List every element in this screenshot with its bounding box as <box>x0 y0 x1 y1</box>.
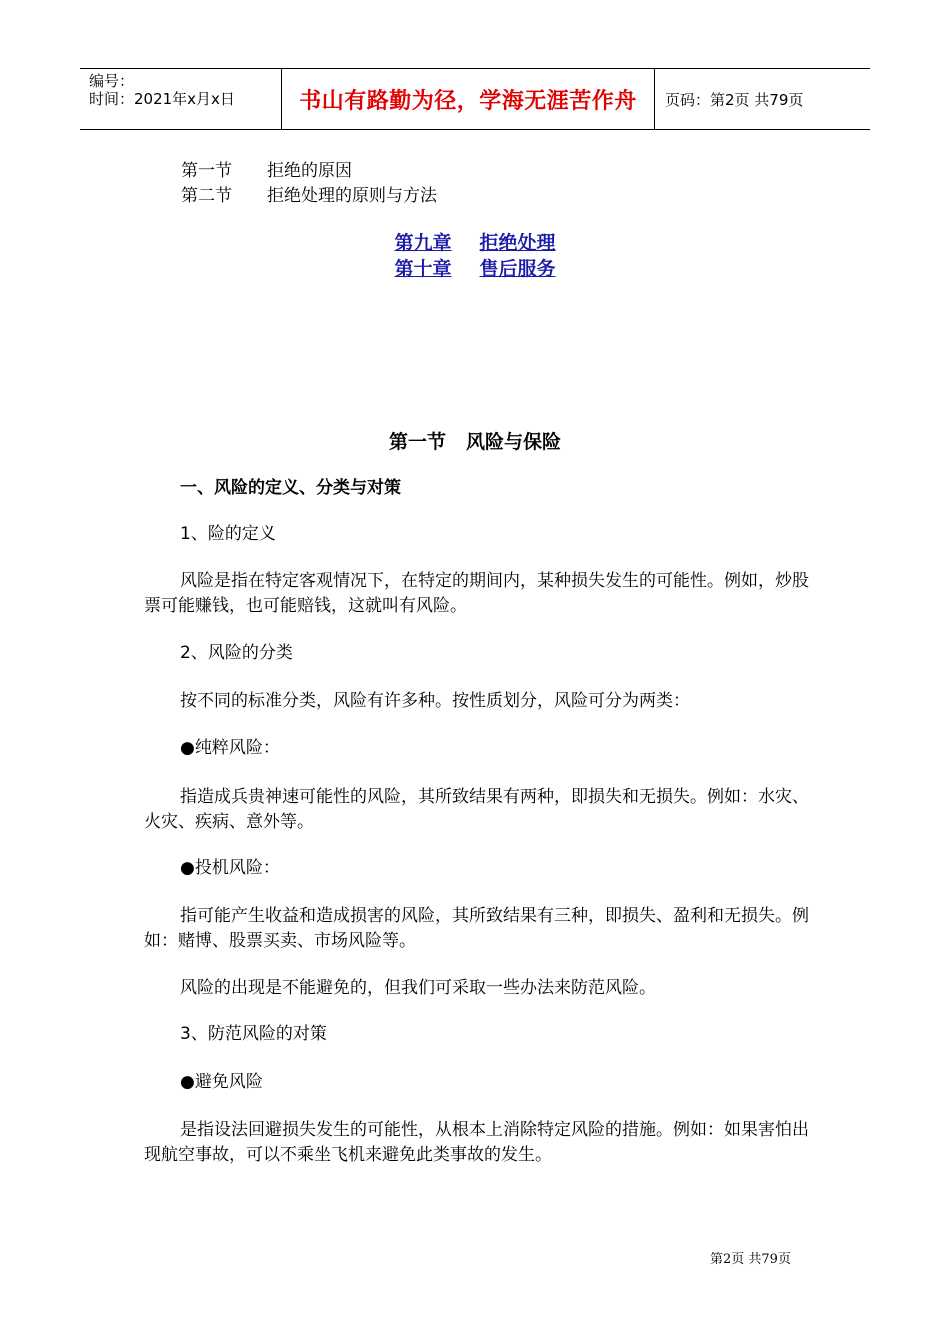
chapter-link-number: 第九章 <box>394 232 452 254</box>
paragraph-avoid-risk: 是指设法回避损失发生的可能性，从根本上消除特定风险的措施。例如：如果害怕出现航空事故，可以不乘坐飞机来避免此类事故的发生。 <box>144 1120 809 1165</box>
subheading-countermeasures: 3、防范风险的对策 <box>180 1024 327 1044</box>
time-label: 时间：2021年x月x日 <box>89 90 235 108</box>
page-footer: 第2页 共79页 <box>710 1252 791 1267</box>
section-title-text: 风险与保险 <box>466 431 562 453</box>
header-meta-cell <box>80 69 282 129</box>
section-title <box>0 427 950 454</box>
toc-item-text: 拒绝的原因 <box>267 161 352 181</box>
bullet-avoid-risk: ●避免风险 <box>180 1072 263 1092</box>
toc-item-number: 第一节 <box>181 161 232 181</box>
chapter-link-number: 第十章 <box>394 258 452 280</box>
header-page-info: 页码：第2页 共79页 <box>665 90 804 109</box>
serial-label: 编号： <box>89 72 135 90</box>
chapter-link-text: 拒绝处理 <box>479 232 556 254</box>
toc-item-number: 第二节 <box>181 186 232 206</box>
header-page-cell <box>655 69 870 129</box>
chapter-link[interactable] <box>0 254 950 281</box>
subheading-classification: 2、风险的分类 <box>180 643 293 663</box>
header-motto-cell <box>282 69 655 129</box>
paragraph-pure-risk: 指造成兵贵神速可能性的风险，其所致结果有两种，即损失和无损失。例如：水灾、火灾、疾病、意外等。 <box>144 787 809 832</box>
paragraph-prevention-intro: 风险的出现是不能避免的，但我们可采取一些办法来防范风险。 <box>180 978 656 998</box>
paragraph-definition: 风险是指在特定客观情况下，在特定的期间内，某种损失发生的可能性。例如，炒股票可能赚钱，也可能赔钱，这就叫有风险。 <box>144 571 809 616</box>
paragraph-speculative-risk: 指可能产生收益和造成损害的风险，其所致结果有三种，即损失、盈利和无损失。例如：赌博、股票买卖、市场风险等。 <box>144 906 809 951</box>
heading-1: 一、风险的定义、分类与对策 <box>180 478 401 498</box>
chapter-link-text: 售后服务 <box>479 258 556 280</box>
subheading-definition: 1、险的定义 <box>180 524 276 544</box>
toc-item <box>181 156 352 181</box>
bullet-speculative-risk: ●投机风险： <box>180 858 280 878</box>
section-title-number: 第一节 <box>388 431 446 453</box>
toc-item-text: 拒绝处理的原则与方法 <box>267 186 437 206</box>
chapter-link[interactable] <box>0 228 950 255</box>
header-motto: 书山有路勤为径，学海无涯苦作舟 <box>299 87 637 114</box>
paragraph-classification: 按不同的标准分类，风险有许多种。按性质划分，风险可分为两类： <box>180 691 690 711</box>
bullet-pure-risk: ●纯粹风险： <box>180 738 280 758</box>
toc-item <box>181 181 437 206</box>
page-header <box>80 68 870 130</box>
